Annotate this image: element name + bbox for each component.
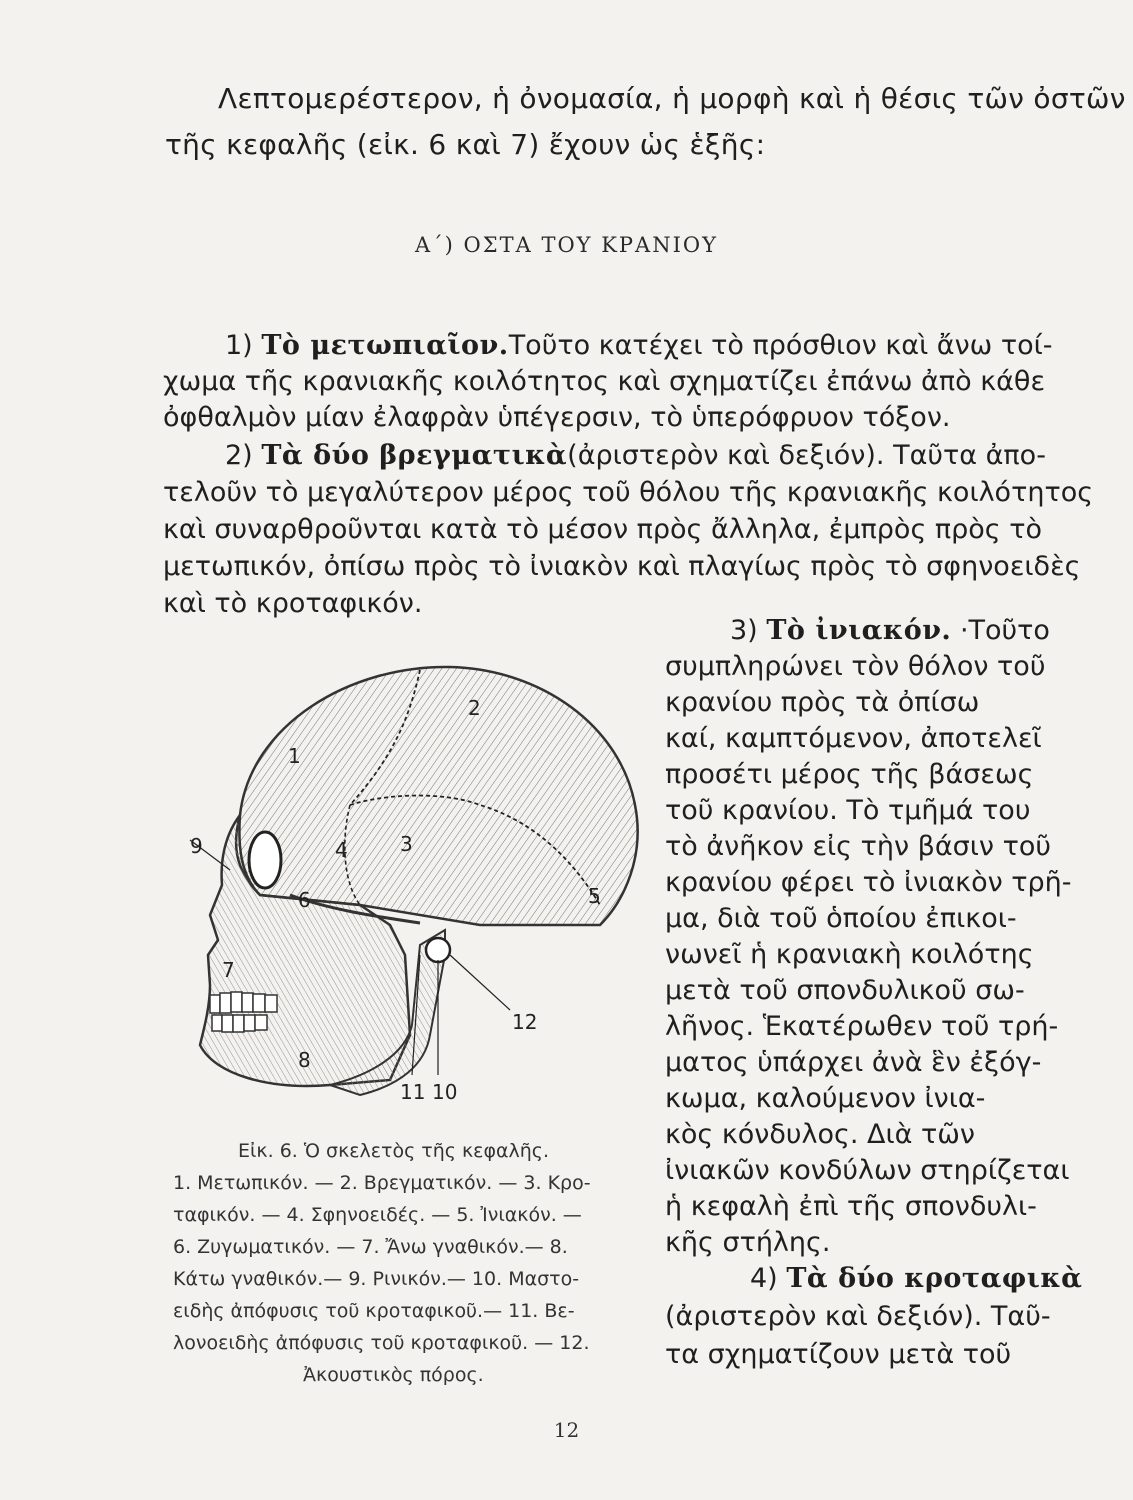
caption-line: Εἰκ. 6. Ὁ σκελετὸς τῆς κεφαλῆς. <box>238 1140 549 1162</box>
para3-number: 3) <box>730 615 758 646</box>
label-6: 6 <box>298 888 311 912</box>
label-11: 11 <box>400 1080 426 1104</box>
para3-line: κῆς στήλης. <box>665 1227 831 1258</box>
para1-number: 1) <box>225 330 253 361</box>
para3-line: ματος ὑπάρχει ἀνὰ ἓν ἐξόγ- <box>665 1047 1042 1078</box>
para4-line-3: τα σχηματίζουν μετὰ τοῦ <box>665 1339 1012 1370</box>
caption-line: Ἀκουστικὸς πόρος. <box>303 1364 484 1386</box>
skull-illustration <box>180 655 660 1110</box>
label-7: 7 <box>222 958 235 982</box>
para4-term: Τὰ δύο κροταφικὰ <box>786 1263 1083 1294</box>
para3-line: μα, διὰ τοῦ ὁποίου ἐπικοι- <box>665 903 1017 934</box>
para3-line: ἡ κεφαλὴ ἐπὶ τῆς σπονδυλι- <box>665 1191 1037 1222</box>
para4-number: 4) <box>750 1263 778 1294</box>
para1-line-2: χωμα τῆς κρανιακῆς κοιλότητος καὶ σχηματίζει ἐπάνω ἀπὸ κάθε <box>163 366 1046 397</box>
para3-line: κὸς κόνδυλος. Διὰ τῶν <box>665 1119 975 1150</box>
label-5: 5 <box>588 884 601 908</box>
para2-line-3: καὶ συναρθροῦνται κατὰ τὸ μέσον πρὸς ἄλληλα, ἐμπρὸς πρὸς τὸ <box>163 514 1042 545</box>
para2-term: Τὰ δύο βρεγματικὰ <box>261 440 568 471</box>
para3-line: λῆνος. Ἑκατέρωθεν τοῦ τρή- <box>665 1011 1059 1042</box>
label-12: 12 <box>512 1010 538 1034</box>
skull-figure <box>180 655 660 1110</box>
para3-line: νωνεῖ ἡ κρανιακὴ κοιλότης <box>665 939 1034 970</box>
caption-line: Κάτω γναθικόν.— 9. Ρινικόν.— 10. Μαστο- <box>173 1268 580 1290</box>
caption-line: ταφικόν. — 4. Σφηνοειδές. — 5. Ἰνιακόν. — <box>173 1204 582 1226</box>
para3-line: κωμα, καλούμενον ἰνια- <box>665 1083 986 1114</box>
para3-line: προσέτι μέρος τῆς βάσεως <box>665 759 1034 790</box>
para3-line: τὸ ἀνῆκον εἰς τὴν βάσιν τοῦ <box>665 831 1051 862</box>
para1-term: Τὸ μετωπιαῖον. <box>261 330 509 361</box>
para2-line-1 <box>225 440 1046 471</box>
para2-line-5: καὶ τὸ κροταφικόν. <box>163 588 423 619</box>
label-3: 3 <box>400 832 413 856</box>
orbit <box>249 832 281 888</box>
para2-number: 2) <box>225 440 253 471</box>
para2-line1-rest: (ἀριστερὸν καὶ δεξιόν). Ταῦτα ἀπο- <box>567 440 1046 471</box>
label-2: 2 <box>468 696 481 720</box>
para3-line: μετὰ τοῦ σπονδυλικοῦ σω- <box>665 975 1025 1006</box>
caption-line: ειδὴς ἀπόφυσις τοῦ κροταφικοῦ.— 11. Βε- <box>173 1300 575 1322</box>
para3-line: τοῦ κρανίου. Τὸ τμῆμά του <box>665 795 1031 826</box>
label-9: 9 <box>190 834 203 858</box>
para3-line: καί, καμπτόμενον, ἀποτελεῖ <box>665 723 1042 754</box>
para4-line-2: (ἀριστερὸν καὶ δεξιόν). Ταῦ- <box>665 1301 1051 1332</box>
label-8: 8 <box>298 1048 311 1072</box>
para1-line1-rest: Τοῦτο κατέχει τὸ πρόσθιον καὶ ἄνω τοί- <box>508 330 1053 361</box>
caption-line: λονοειδὴς ἀπόφυσις τοῦ κροταφικοῦ. — 12. <box>173 1332 590 1354</box>
section-heading: Α΄) ΟΣΤΑ ΤΟΥ ΚΡΑΝΙΟΥ <box>415 233 718 257</box>
label-10: 10 <box>432 1080 458 1104</box>
para1-line-3: ὀφθαλμὸν μίαν ἐλαφρὰν ὑπέγερσιν, τὸ ὑπερόφρυον τόξον. <box>163 402 951 433</box>
intro-line-1: Λεπτομερέστερον, ἡ ὀνομασία, ἡ μορφὴ καὶ ἡ θέσις τῶν ὀστῶν <box>218 82 1126 115</box>
para3-line: κρανίου φέρει τὸ ἰνιακὸν τρῆ- <box>665 867 1072 898</box>
para1-line-1 <box>225 330 1053 361</box>
para4-line-1 <box>750 1263 1082 1294</box>
caption-line: 6. Ζυγωματικόν. — 7. Ἄνω γναθικόν.— 8. <box>173 1236 568 1258</box>
label-4: 4 <box>335 838 348 862</box>
para3-line: ἰνιακῶν κονδύλων στηρίζεται <box>665 1155 1070 1186</box>
intro-line-2: τῆς κεφαλῆς (εἰκ. 6 καὶ 7) ἔχουν ὡς ἑξῆς: <box>165 128 766 161</box>
caption-line: 1. Μετωπικόν. — 2. Βρεγματικόν. — 3. Κρο- <box>173 1172 591 1194</box>
page-number: 12 <box>553 1418 580 1442</box>
label-1: 1 <box>288 744 301 768</box>
para3-line-1 <box>730 615 1050 646</box>
para2-line-2: τελοῦν τὸ μεγαλύτερον μέρος τοῦ θόλου τῆς κρανιακῆς κοιλότητος <box>163 477 1094 508</box>
ear-canal <box>426 938 450 962</box>
para3-line1-rest: ·Τοῦτο <box>959 615 1050 646</box>
para3-term: Τὸ ἰνιακόν. <box>766 615 952 646</box>
para2-line-4: μετωπικόν, ὀπίσω πρὸς τὸ ἰνιακὸν καὶ πλαγίως πρὸς τὸ σφηνοειδὲς <box>163 551 1081 582</box>
para3-line: συμπληρώνει τὸν θόλον τοῦ <box>665 651 1046 682</box>
para3-line: κρανίου πρὸς τὰ ὀπίσω <box>665 687 980 718</box>
